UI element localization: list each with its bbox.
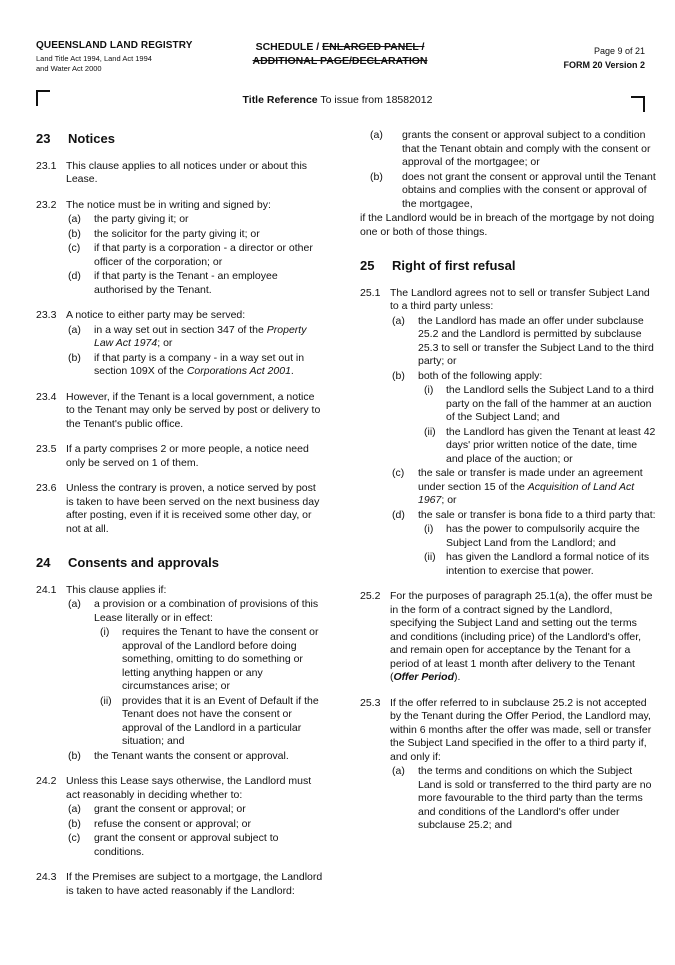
- clause-23-3: [36, 309, 326, 379]
- clause-text: The Landlord agrees not to sell or transfer Subject Land to a third party unless:: [390, 286, 650, 312]
- clause-text: The notice must be in writing and signed by:: [66, 198, 271, 211]
- item-c: (c) grant the consent or approval subject to conditions.: [68, 832, 279, 858]
- clause-text: If the offer referred to in subclause 25.2 is not accepted by the Tenant during the Offer Period, the Landlord may, within 6 months after the offer was made, sell or transfer the Subject Land specified in the offer to a third party if, and only if:: [390, 696, 652, 763]
- clause-24-3-continued: [360, 129, 656, 239]
- section-heading: [36, 556, 326, 570]
- right-column: [360, 128, 656, 845]
- subitem-i: (i) requires the Tenant to have the consent or approval of the Landlord before doing something, omitting to do something or letting anything happen or any circumstances arise; or: [100, 626, 319, 692]
- subitem-ii: (ii) has given the Landlord a formal notice of its intention to exercise that power.: [424, 551, 650, 577]
- section-title: Consents and approvals: [68, 555, 219, 570]
- clause-23-5: [36, 443, 326, 470]
- item-b: (b) the Tenant wants the consent or approval.: [68, 749, 289, 762]
- clause-tail: if the Landlord would be in breach of the mortgage by not doing one or both of those things.: [360, 212, 655, 238]
- section-title: Notices: [68, 131, 115, 146]
- subitem-i: (i) has the power to compulsorily acquire the Subject Land from the Landlord; and: [424, 523, 640, 549]
- header-right: [563, 44, 645, 72]
- item-a: (a) grants the consent or approval subject to a condition that the Tenant obtain and comply with the consent or approval of the mortgagee; or: [370, 129, 651, 168]
- clause-25-1: [360, 287, 656, 579]
- clause-25-3: [360, 697, 656, 833]
- left-column: [36, 128, 326, 910]
- clause-24-2: [36, 775, 326, 859]
- clause-number: 23.2: [36, 198, 57, 211]
- form-version: FORM 20 Version 2: [563, 60, 645, 70]
- clause-number: 23.1: [36, 159, 57, 172]
- clause-23-6: [36, 482, 326, 536]
- subitem-i: (i) the Landlord sells the Subject Land to a third party on the fall of the hammer at an auction of the Subject Land; and: [424, 384, 654, 423]
- section-number: 23: [36, 131, 51, 146]
- clause-number: 23.3: [36, 309, 57, 321]
- clause-text: Unless the contrary is proven, a notice served by post is taken to have been served on the next business day after posting, even if it is received some other day, or not at all.: [66, 482, 320, 535]
- subitem-ii: (ii) provides that it is an Event of Default if the Tenant does not have the consent or approval of the Landlord in a particular situation; and: [100, 694, 319, 747]
- item-a: (a) the Landlord has made an offer under subclause 25.2 and the Landlord is permitted by subclause 25.3 to sell or transfer the Subject Land to the third party; or: [392, 314, 654, 367]
- clause-number: 23.6: [36, 482, 57, 494]
- item-d: (d) if that party is the Tenant - an employee authorised by the Tenant.: [68, 270, 278, 296]
- clause-23-2: [36, 199, 326, 298]
- clause-text: If a party comprises 2 or more people, a notice need only be served on 1 of them.: [66, 443, 309, 469]
- title-reference-label: Title Reference: [242, 94, 318, 106]
- item-a: (a) in a way set out in section 347 of the Property Law Act 1974; or: [68, 323, 307, 349]
- clause-text: This clause applies if:: [66, 583, 167, 596]
- clause-25-2: [360, 590, 656, 685]
- clause-text: If the Premises are subject to a mortgage, the Landlord is taken to have acted reasonably if the Landlord:: [66, 871, 323, 897]
- registry-name: QUEENSLAND LAND REGISTRY: [36, 40, 193, 51]
- clause-number: 24.1: [36, 583, 57, 596]
- section-heading: [360, 259, 656, 273]
- acts-line-2: and Water Act 2000: [36, 64, 102, 73]
- item-b: (b) both of the following apply: (i) the Landlord sells the Subject Land to a third party on the fall of the hammer at an auction of the Subject Land; and (ii) the Landlord has given the Tenant at least 42 days' prior written notice of the date, time and place of the auction; or: [392, 369, 656, 465]
- item-a: (a) the terms and conditions on which the Subject Land is sold or transferred to the third party are no more favourable to the third party than the terms and conditions of the Landlord's offer under subclause 25.2; and: [392, 765, 652, 831]
- struck-additional-page: ADDITIONAL PAGE/DECLARATION: [252, 55, 428, 67]
- clause-text: For the purposes of paragraph 25.1(a), the offer must be in the form of a contract signed by the Landlord, specifying the Subject Land and setting out the terms and conditions (including price) of the Landlord's offer, and remain open for acceptance by the Tenant for a period of at least 1 month after delivery to the Tenant (Offer Period).: [390, 590, 653, 683]
- item-b: (b) if that party is a company - in a way set out in section 109X of the Corporations Act 2001.: [68, 351, 305, 377]
- acts-line-1: Land Title Act 1994, Land Act 1994: [36, 54, 152, 63]
- clause-text: Unless this Lease says otherwise, the Landlord must act reasonably in deciding whether to:: [66, 775, 312, 801]
- clause-number: 23.4: [36, 390, 57, 403]
- header-left: [36, 40, 236, 74]
- schedule-label: SCHEDULE /: [255, 41, 320, 53]
- struck-enlarged-panel: ENLARGED PANEL /: [322, 41, 425, 53]
- section-heading: [36, 132, 326, 146]
- clause-24-3: [36, 871, 326, 898]
- clause-number: 23.5: [36, 443, 57, 455]
- clause-number: 25.2: [360, 590, 381, 602]
- clause-number: 25.3: [360, 696, 381, 709]
- item-d: (d) the sale or transfer is bona fide to a third party that: (i) has the power to compulsorily acquire the Subject Land from the Landlord; and (ii) has given the Landlord a formal notice of its intention to exercise that power.: [392, 508, 656, 577]
- item-c: (c) the sale or transfer is made under an agreement under section 15 of the Acquisition of Land Act 1967; or: [392, 467, 643, 506]
- subitem-ii: (ii) the Landlord has given the Tenant at least 42 days' prior written notice of the date, time and place of the auction; or: [424, 425, 656, 465]
- title-reference: [0, 94, 675, 106]
- clause-text: However, if the Tenant is a local government, a notice to the Tenant may only be served by post or delivery to the Tenant's public office.: [66, 390, 321, 430]
- item-a: (a) a provision or a combination of provisions of this Lease literally or in effect: (i) requires the Tenant to have the consent or approval of the Landlord before doing something, omitting to do something or letting anything happen or any circumstances arise; or (ii) provides that it is an Event of Default if the Tenant does not have the consent or approval of the Landlord in a particular situation; and: [66, 598, 326, 749]
- clause-number: 25.1: [360, 286, 381, 299]
- clause-number: 24.3: [36, 871, 57, 883]
- clause-23-4: [36, 391, 326, 432]
- clause-number: 24.2: [36, 775, 57, 787]
- clause-23-1: [36, 160, 326, 187]
- clause-text: A notice to either party may be served:: [66, 309, 246, 321]
- item-b: (b) refuse the consent or approval; or: [68, 817, 252, 830]
- section-number: 25: [360, 258, 375, 273]
- item-b: (b) does not grant the consent or approval until the Tenant obtains and complies with the consent or approval of the mortgagee,: [370, 170, 656, 210]
- item-a: (a) the party giving it; or: [68, 213, 189, 225]
- section-number: 24: [36, 555, 51, 570]
- clause-24-1: [36, 584, 326, 764]
- page-number: Page 9 of 21: [593, 46, 645, 56]
- item-c: (c) if that party is a corporation - a director or other officer of the corporation; or: [68, 242, 313, 268]
- item-a: (a) grant the consent or approval; or: [68, 803, 246, 815]
- schedule-heading: [234, 40, 446, 68]
- clause-text: This clause applies to all notices under or about this Lease.: [66, 159, 308, 185]
- section-title: Right of first refusal: [392, 258, 516, 273]
- item-b: (b) the solicitor for the party giving it; or: [68, 227, 260, 240]
- title-reference-value: To issue from 18582012: [320, 94, 433, 106]
